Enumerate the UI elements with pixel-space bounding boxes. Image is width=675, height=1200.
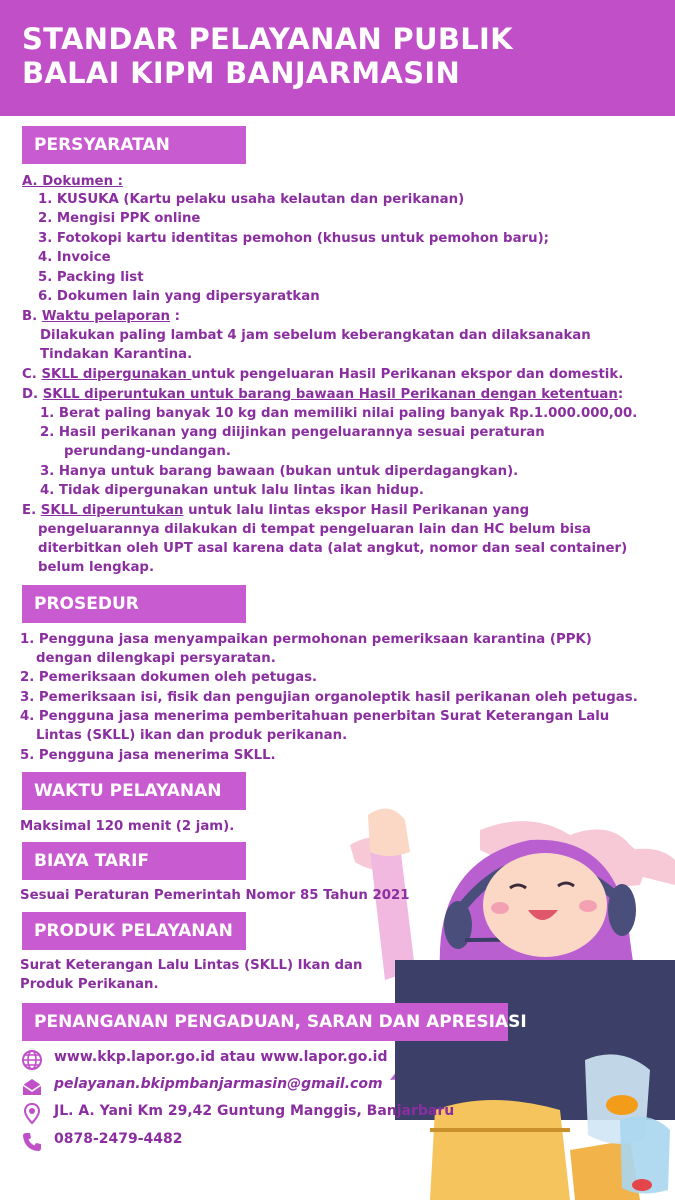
d-row [22,385,623,405]
prosedur-line-3: 2. Pemeriksaan dokumen oleh petugas. [20,670,318,685]
c-row [22,365,623,385]
doc-item-5: 5. Packing list [38,270,144,285]
section-header-produk: PRODUK PELAYANAN [22,912,246,950]
doc-item-1: 1. KUSUKA (Kartu pelaku usaha kelautan dan perikanan) [38,192,465,207]
produk-line-1: Surat Keterangan Lalu Lintas (SKLL) Ikan dan [20,958,363,973]
e-prefix: E. [22,503,41,518]
customer-service-illustration [330,790,675,1200]
d-item-2-cont: perundang-undangan. [64,444,231,459]
prosedur-line-5: 4. Pengguna jasa menerima pemberitahuan penerbitan Surat Keterangan Lalu [20,709,610,724]
contact-website[interactable]: www.kkp.lapor.go.id atau www.lapor.go.id [54,1049,388,1065]
raised-arm [370,845,415,980]
prosedur-line-6: Lintas (SKLL) ikan dan produk perikanan. [36,728,348,743]
globe-icon [20,1048,44,1072]
doc-item-6: 6. Dokumen lain yang dipersyaratkan [38,289,320,304]
d-item-1: 1. Berat paling banyak 10 kg dan memiliki nilai paling banyak Rp.1.000.000,00. [40,406,638,421]
biaya-text: Sesuai Peraturan Pemerintah Nomor 85 Tahun 2021 [20,888,410,903]
doc-item-3: 3. Fotokopi kartu identitas pemohon (khusus untuk pemohon baru); [38,231,549,246]
d-suffix: : [617,387,624,402]
section-header-prosedur: PROSEDUR [22,585,246,623]
prosedur-line-1: 1. Pengguna jasa menyampaikan permohonan pemeriksaan karantina (PPK) [20,632,592,647]
prosedur-line-4: 3. Pemeriksaan isi, fisik dan pengujian organoleptik hasil perikanan oleh petugas. [20,690,638,705]
d-prefix: D. [22,387,43,402]
title-line-2: BALAI KIPM BANJARMASIN [22,56,461,90]
header-banner [0,0,675,116]
prosedur-line-2: dengan dilengkapi persyaratan. [36,651,276,666]
waktu-pelaporan-row [22,307,180,327]
headphone-right [608,884,636,936]
b-line-2: Tindakan Karantina. [40,347,193,362]
contact-email[interactable]: pelayanan.bkipmbanjarmasin@gmail.com [54,1076,383,1092]
contact-address: JL. A. Yani Km 29,42 Guntung Manggis, Banjarbaru [54,1103,455,1119]
section-header-persyaratan: PERSYARATAN [22,126,246,164]
c-prefix: C. [22,367,42,382]
c-label: SKLL dipergunakan [41,367,192,382]
location-pin-icon [20,1102,44,1126]
section-header-pengaduan: PENANGANAN PENGADUAN, SARAN DAN APRESIASI [22,1003,508,1041]
d-item-3: 3. Hanya untuk barang bawaan (bukan untuk diperdagangkan). [40,464,519,479]
d-item-4: 4. Tidak dipergunakan untuk lalu lintas ikan hidup. [40,483,424,498]
c-text: untuk pengeluaran Hasil Perikanan ekspor dan domestik. [191,367,624,382]
b-suffix: : [170,309,180,324]
e-line-3: belum lengkap. [38,560,154,575]
phone-icon [20,1130,44,1154]
e-row [22,501,529,521]
section-header-waktu: WAKTU PELAYANAN [22,772,246,810]
e-line-2: diterbitkan oleh UPT asal karena data (alat angkut, nomor dan seal container) [38,541,628,556]
b-label: Waktu pelaporan [41,309,171,324]
crab [632,1179,652,1191]
d-label: SKLL diperuntukan untuk barang bawaan Hasil Perikanan dengan ketentuan [42,387,618,402]
e-label: SKLL diperuntukan [40,503,184,518]
e-text: untuk lalu lintas ekspor Hasil Perikanan yang [183,503,530,518]
goldfish [606,1095,638,1115]
doc-label: A. Dokumen : [22,174,123,189]
page-title [22,22,513,90]
section-header-biaya: BIAYA TARIF [22,842,246,880]
prosedur-line-7: 5. Pengguna jasa menerima SKLL. [20,748,276,763]
produk-line-2: Produk Perikanan. [20,977,159,992]
doc-item-4: 4. Invoice [38,250,111,265]
raised-hand [368,809,410,856]
email-icon [20,1075,44,1099]
e-line-1: pengeluarannya dilakukan di tempat pengeluaran lain dan HC belum bisa [38,522,591,537]
doc-item-2: 2. Mengisi PPK online [38,211,201,226]
b-prefix: B. [22,309,42,324]
d-item-2: 2. Hasil perikanan yang diijinkan pengeluarannya sesuai peraturan [40,425,545,440]
title-line-1: STANDAR PELAYANAN PUBLIK [22,22,513,56]
contact-phone[interactable]: 0878-2479-4482 [54,1131,183,1147]
waktu-text: Maksimal 120 menit (2 jam). [20,819,235,834]
b-line-1: Dilakukan paling lambat 4 jam sebelum keberangkatan dan dilaksanakan [40,328,591,343]
